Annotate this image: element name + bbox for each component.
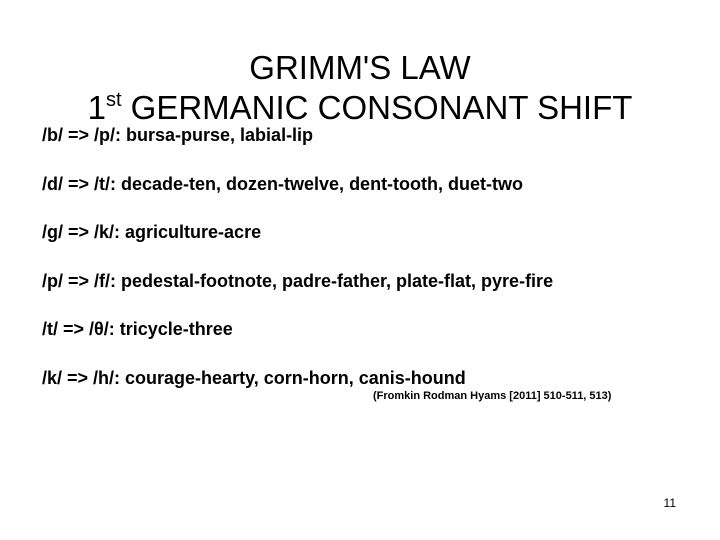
page-number: 11 [663,496,676,510]
slide-title [0,48,720,128]
sound-shift-rule: /b/ => /p/: bursa-purse, labial-lip [42,125,314,145]
sound-shift-rule: /k/ => /h/: courage-hearty, corn-horn, canis-hound [42,367,466,388]
sound-shift-rule: /g/ => /k/: agriculture-acre [42,222,262,242]
title-line-2 [0,88,720,128]
title-ordinal-suffix: st [105,89,122,112]
title-line-1: GRIMM'S LAW [249,49,471,87]
sound-shift-rule: /p/ => /f/: pedestal-footnote, padre-father, plate-flat, pyre-fire [42,270,554,291]
citation: (Fromkin Rodman Hyams [2011] 510-511, 513) [373,390,612,402]
title-ordinal-number: 1 [87,89,106,127]
title-line-2-text: GERMANIC CONSONANT SHIFT [121,89,633,127]
sound-shift-list [42,124,702,415]
sound-shift-rule: /d/ => /t/: decade-ten, dozen-twelve, dent-tooth, duet-two [42,173,524,194]
sound-shift-rule: /t/ => /θ/: tricycle-three [42,319,233,339]
